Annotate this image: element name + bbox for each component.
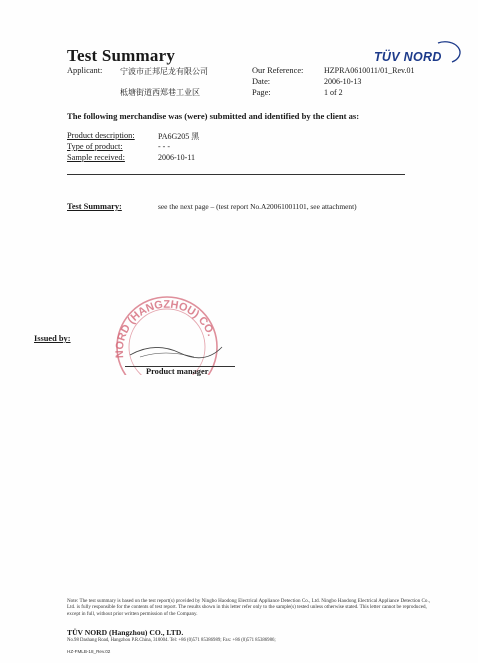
- date-label: Date:: [252, 77, 271, 86]
- footer-note: Note: The test summary is based on the test report(s) provided by Ningbo Haodong Electrical Appliance Detection Co., Ltd. Ningbo Haodong Electrical Appliance Detection Co., Ltd. is fully responsible for the contents of test report. The results shown in this letter refer only to the sample(s) tested unless otherwise stated. This letter cannot be reproduced, except in full, without prior written permission of the Company.: [67, 598, 431, 617]
- form-code: HZ-FMLB-18_Rev.02: [67, 649, 111, 654]
- stamp-text: NORD (HANGZHOU) CO.: [113, 298, 217, 359]
- logo-text: TÜV NORD: [374, 50, 442, 64]
- product-description-value: PA6G205 黑: [158, 132, 200, 141]
- company-stamp-icon: [110, 295, 225, 375]
- divider: [67, 174, 405, 175]
- page-title: Test Summary: [67, 46, 176, 65]
- issued-by-label: Issued by:: [34, 334, 71, 343]
- footer-company: TÜV NORD (Hangzhou) CO., LTD.: [67, 628, 184, 637]
- applicant-address: 柢塘街道西郑巷工业区: [120, 88, 200, 97]
- page-value: 1 of 2: [324, 88, 343, 97]
- applicant-name: 宁波市正邦尼龙有限公司: [120, 67, 208, 76]
- sample-received-value: 2006-10-11: [158, 153, 196, 162]
- page-label: Page:: [252, 88, 271, 97]
- product-type-label: Type of product:: [67, 142, 123, 151]
- test-summary-label: Test Summary:: [67, 202, 122, 211]
- product-type-value: - - -: [158, 142, 170, 151]
- product-description-label: Product description:: [67, 131, 135, 140]
- signer-title: Product manager: [146, 367, 209, 376]
- test-summary-value: see the next page – (test report No.A20061001101, see attachment): [158, 202, 357, 211]
- our-reference-value: HZPRA0610011/01_Rev.01: [324, 66, 415, 75]
- applicant-label: Applicant:: [67, 66, 103, 75]
- footer-address: No.98 Dashang Road, Hangzhou P.R.China, 310004. Tel: +86 (0)571 85386989; Fax: +86 (0)571 85386986;: [67, 638, 276, 643]
- date-value: 2006-10-13: [324, 77, 362, 86]
- our-reference-label: Our Reference:: [252, 66, 304, 75]
- sample-received-label: Sample received:: [67, 153, 125, 162]
- lead-text: The following merchandise was (were) submitted and identified by the client as:: [67, 111, 360, 121]
